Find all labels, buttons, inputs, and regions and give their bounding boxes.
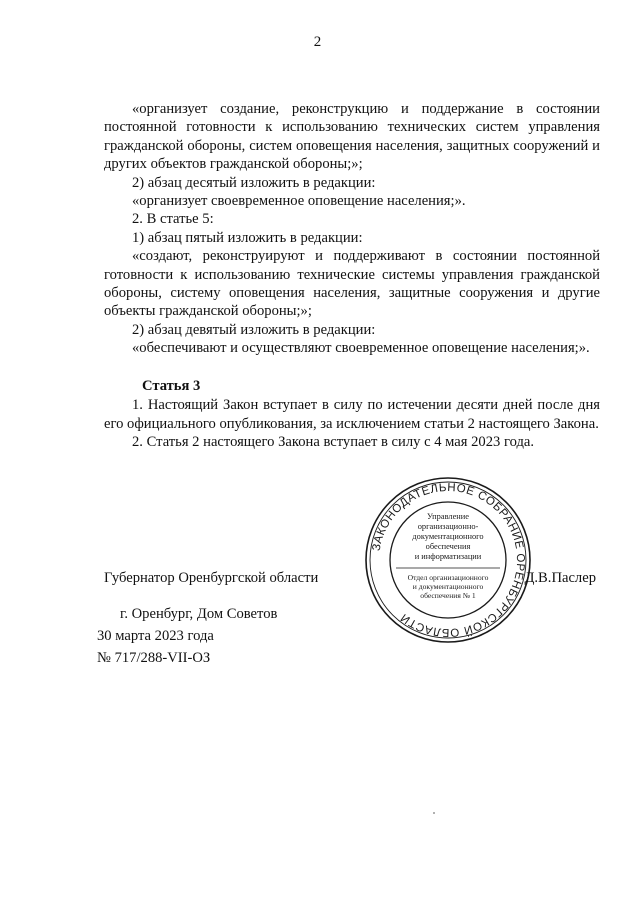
place-of-signing: г. Оренбург, Дом Советов [120, 606, 278, 622]
seal-line: Управление [426, 512, 470, 521]
official-seal [363, 475, 533, 645]
paragraph: 2) абзац десятый изложить в редакции: [132, 174, 376, 191]
paragraph: «обеспечивают и осуществляют своевременное оповещение населения;». [132, 340, 590, 357]
signatory-name: Д.В.Паслер [524, 570, 596, 586]
paragraph: «создают, реконструируют и поддерживают в состоянии постоянной готовности к использованию технические системы управления гражданской обороны, систему оповещения населения, защитные сооружения и другие объекты гражданской обороны;»; [104, 248, 600, 320]
seal-dept-line: обеспечения № 1 [420, 591, 476, 600]
paragraph: 2. В статье 5: [132, 211, 214, 228]
article-paragraph: 1. Настоящий Закон вступает в силу по истечении десяти дней после дня его официального опубликования, за исключением статьи 2 настоящего Закона. [104, 397, 600, 432]
document-body [104, 100, 600, 451]
paragraph: 1) абзац пятый изложить в редакции: [132, 229, 363, 246]
signing-date: 30 марта 2023 года [97, 628, 214, 644]
article-heading: Статья 3 [142, 377, 201, 394]
article-paragraph: 2. Статья 2 настоящего Закона вступает в силу с 4 мая 2023 года. [132, 433, 535, 450]
seal-line: документационного [412, 532, 484, 541]
paragraph: «организует своевременное оповещение населения;». [132, 193, 466, 210]
paragraph: 2) абзац девятый изложить в редакции: [132, 321, 376, 338]
scan-speck [433, 812, 435, 814]
paragraph: «организует создание, реконструкцию и поддержание в состоянии постоянной готовности к использованию технических систем управления гражданской обороны, систем оповещения населения, защитных сооружений и других объектов гражданской обороны;»; [104, 101, 600, 173]
signatory-position: Губернатор Оренбургской области [104, 570, 319, 586]
page-number: 2 [313, 34, 322, 50]
seal-line: и информатизации [414, 552, 482, 561]
seal-dept-line: и документационного [412, 582, 484, 591]
law-number: № 717/288-VII-ОЗ [97, 650, 211, 666]
seal-dept-line: Отдел организационного [407, 573, 489, 582]
seal-line: обеспечения [425, 542, 471, 551]
seal-ring-text: ЗАКОНОДАТЕЛЬНОЕ СОБРАНИЕ ОРЕНБУРГСКОЙ ОБЛАСТИ [370, 481, 527, 639]
seal-line: организационно- [417, 522, 479, 531]
